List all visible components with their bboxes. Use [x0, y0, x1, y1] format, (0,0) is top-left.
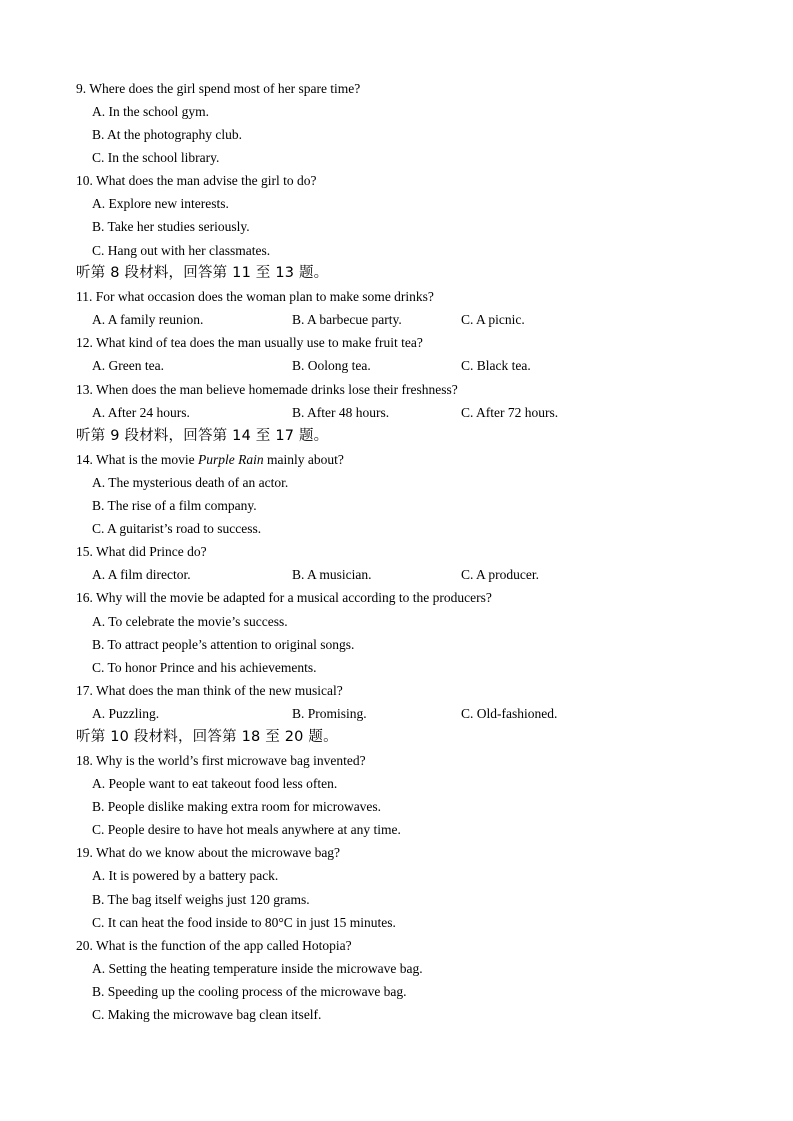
- question-14-option-a: A. The mysterious death of an actor.: [92, 475, 289, 490]
- question-13-options: [0, 404, 793, 422]
- question-19: 19. What do we know about the microwave bag?: [76, 845, 341, 860]
- question-15-options: [0, 566, 793, 584]
- question-20: 20. What is the function of the app called Hotopia?: [76, 938, 352, 953]
- question-18-option-c: C. People desire to have hot meals anywhere at any time.: [92, 822, 401, 837]
- question-9-option-a: A. In the school gym.: [92, 104, 209, 119]
- question-10-option-a: A. Explore new interests.: [92, 196, 229, 211]
- question-18-option-a: A. People want to eat takeout food less often.: [92, 776, 338, 791]
- question-11-option-b: B. A barbecue party.: [292, 312, 402, 327]
- question-12-option-a: A. Green tea.: [92, 358, 164, 373]
- question-11-option-c: C. A picnic.: [461, 312, 525, 327]
- question-9-option-c: C. In the school library.: [92, 150, 220, 165]
- section-9-heading: 听第 9 段材料，回答第 14 至 17 题。: [76, 428, 329, 444]
- question-20-option-c: C. Making the microwave bag clean itself.: [92, 1007, 322, 1022]
- question-13-option-a: A. After 24 hours.: [92, 405, 190, 420]
- question-17-option-b: B. Promising.: [292, 706, 367, 721]
- question-12: 12. What kind of tea does the man usually use to make fruit tea?: [76, 335, 423, 350]
- question-20-option-b: B. Speeding up the cooling process of the microwave bag.: [92, 984, 407, 999]
- question-10-option-b: B. Take her studies seriously.: [92, 219, 250, 234]
- question-15: 15. What did Prince do?: [76, 544, 207, 559]
- question-18: 18. Why is the world’s first microwave bag invented?: [76, 753, 366, 768]
- question-20-option-a: A. Setting the heating temperature inside the microwave bag.: [92, 961, 423, 976]
- question-9: 9. Where does the girl spend most of her spare time?: [76, 81, 361, 96]
- question-15-option-b: B. A musician.: [292, 567, 372, 582]
- question-14-stem-end: mainly about?: [263, 452, 344, 467]
- question-17: 17. What does the man think of the new musical?: [76, 683, 343, 698]
- question-12-options: [0, 357, 793, 375]
- question-12-option-b: B. Oolong tea.: [292, 358, 371, 373]
- question-13-option-b: B. After 48 hours.: [292, 405, 390, 420]
- question-11: 11. For what occasion does the woman plan to make some drinks?: [76, 289, 434, 304]
- question-10: 10. What does the man advise the girl to do?: [76, 173, 317, 188]
- section-8-heading: 听第 8 段材料，回答第 11 至 13 题。: [76, 265, 329, 281]
- question-16-option-b: B. To attract people’s attention to original songs.: [92, 637, 355, 652]
- question-13-option-c: C. After 72 hours.: [461, 405, 559, 420]
- question-19-option-a: A. It is powered by a battery pack.: [92, 868, 279, 883]
- question-19-option-c: C. It can heat the food inside to 80°C in just 15 minutes.: [92, 915, 396, 930]
- question-14-option-b: B. The rise of a film company.: [92, 498, 257, 513]
- question-9-option-b: B. At the photography club.: [92, 127, 242, 142]
- section-10-heading: 听第 10 段材料，回答第 18 至 20 题。: [76, 729, 338, 745]
- question-14-option-c: C. A guitarist’s road to success.: [92, 521, 262, 536]
- question-17-options: [0, 705, 793, 723]
- question-18-option-b: B. People dislike making extra room for microwaves.: [92, 799, 382, 814]
- question-16-option-a: A. To celebrate the movie’s success.: [92, 614, 288, 629]
- question-15-option-a: A. A film director.: [92, 567, 191, 582]
- question-17-option-c: C. Old-fashioned.: [461, 706, 558, 721]
- question-15-option-c: C. A producer.: [461, 567, 539, 582]
- question-11-option-a: A. A family reunion.: [92, 312, 204, 327]
- question-13: 13. When does the man believe homemade drinks lose their freshness?: [76, 382, 458, 397]
- question-10-option-c: C. Hang out with her classmates.: [92, 243, 271, 258]
- question-14-stem-start: 14. What is the movie: [76, 452, 198, 467]
- question-16: 16. Why will the movie be adapted for a musical according to the producers?: [76, 590, 492, 605]
- question-19-option-b: B. The bag itself weighs just 120 grams.: [92, 892, 310, 907]
- question-14: [76, 451, 344, 469]
- question-11-options: [0, 311, 793, 329]
- movie-title: Purple Rain: [197, 452, 264, 467]
- question-17-option-a: A. Puzzling.: [92, 706, 160, 721]
- question-16-option-c: C. To honor Prince and his achievements.: [92, 660, 317, 675]
- question-12-option-c: C. Black tea.: [461, 358, 531, 373]
